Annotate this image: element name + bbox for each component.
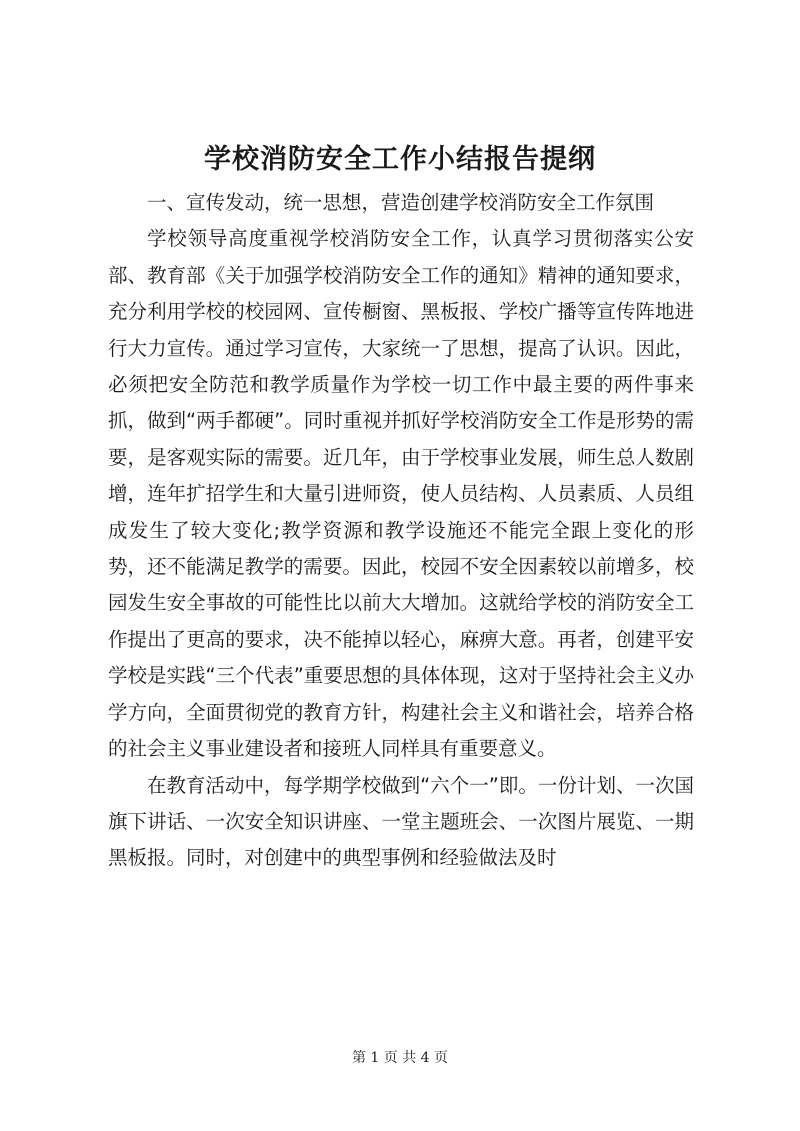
body-paragraph: 学校领导高度重视学校消防安全工作，认真学习贯彻落实公安部、教育部《关于加强学校消防安全工作的通知》精神的通知要求，充分利用学校的校园网、宣传橱窗、黑板报、学校广播等宣传阵地进行大力宣传。通过学习宣传，大家统一了思想，提高了认识。因此，必须把安全防范和教学质量作为学校一切工作中最主要的两件事来抓，做到“两手都硬”。同时重视并抓好学校消防安全工作是形势的需要，是客观实际的需要。近几年，由于学校事业发展，师生总人数剧增，连年扩招学生和大量引进师资，使人员结构、人员素质、人员组成发生了较大变化;教学资源和教学设施还不能完全跟上变化的形势，还不能满足教学的需要。因此，校园不安全因素较以前增多，校园发生安全事故的可能性比以前大大增加。这就给学校的消防安全工作提出了更高的要求，决不能掉以轻心，麻痹大意。再者，创建平安学校是实践“三个代表”重要思想的具体体现，这对于坚持社会主义办学方向，全面贯彻党的教育方针，构建社会主义和谐社会，培养合格的社会主义事业建设者和接班人同样具有重要意义。: [108, 227, 694, 761]
section-heading: 一、宣传发动，统一思想，营造创建学校消防安全工作氛围: [147, 191, 655, 214]
page-number-footer: 第 1 页 共 4 页: [351, 1050, 449, 1066]
document-title: 学校消防安全工作小结报告提纲: [204, 144, 596, 175]
body-paragraph: 在教育活动中，每学期学校做到“六个一”即。一份计划、一次国旗下讲话、一次安全知识讲座、一堂主题班会、一次图片展览、一期黑板报。同时，对创建中的典型事例和经验做法及时: [108, 773, 694, 870]
document-body: [108, 185, 694, 877]
